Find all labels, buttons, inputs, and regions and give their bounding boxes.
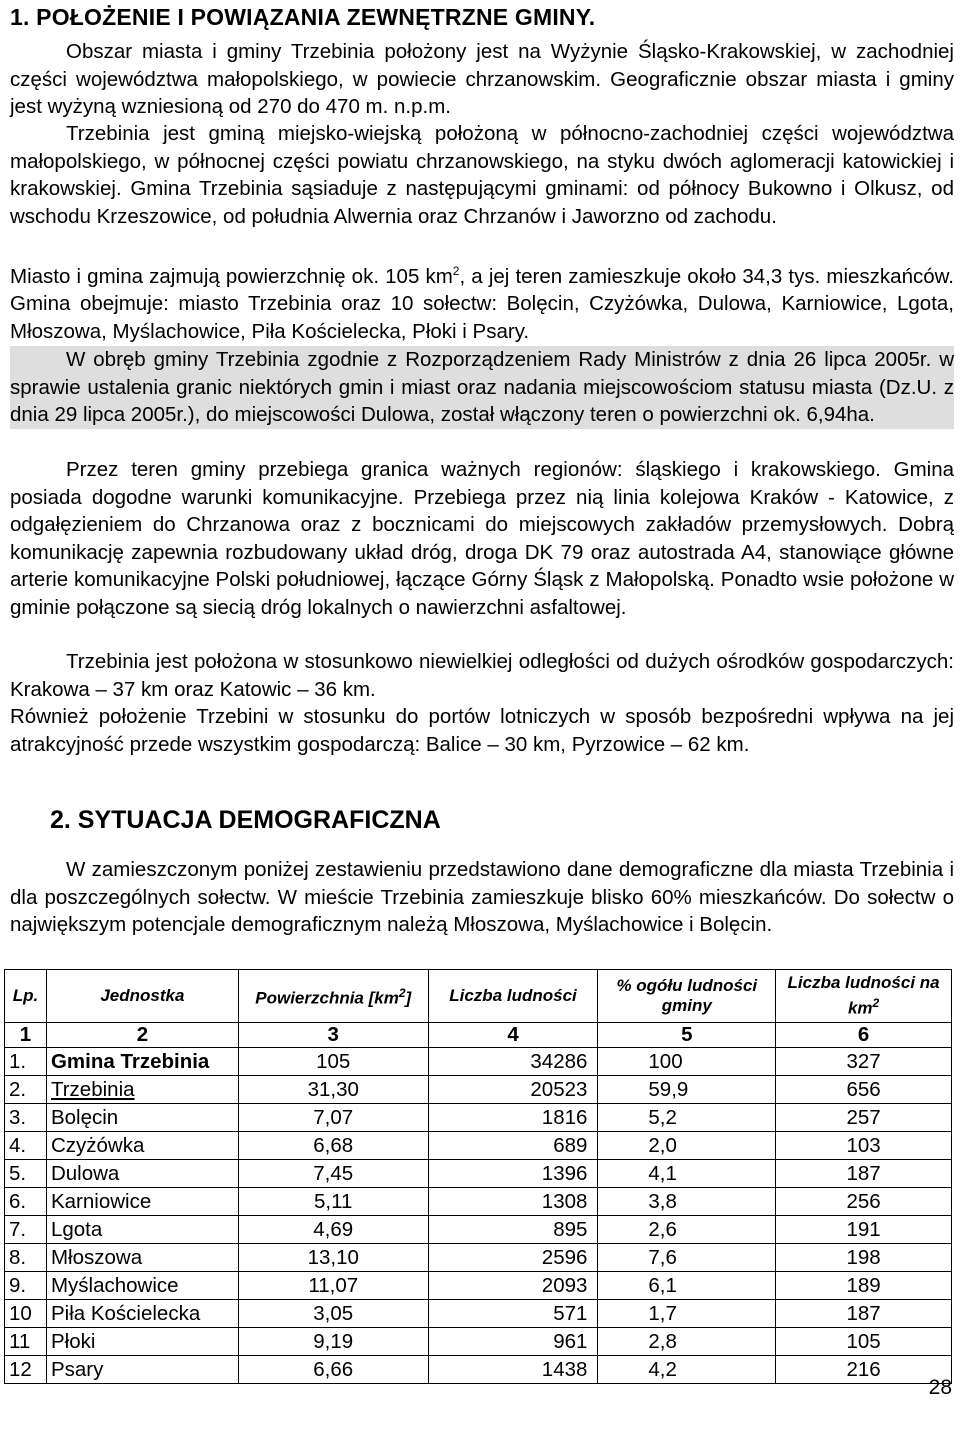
table-row (5, 1216, 952, 1244)
cell-lp: 5. (5, 1160, 47, 1188)
page-number: 28 (928, 1376, 952, 1399)
cell-dens: 198 (776, 1244, 952, 1272)
cell-name: Czyżówka (46, 1132, 238, 1160)
cell-pop: 961 (428, 1328, 598, 1356)
cell-name: Trzebinia (46, 1076, 238, 1104)
table-row (5, 1132, 952, 1160)
paragraph-airports: Również położenie Trzebini w stosunku do portów lotniczych w sposób bezpośredni wpływa na jej atrakcyjność przede wszystkim gospodarczą: Balice – 30 km, Pyrzowice – 62 km. (10, 705, 954, 756)
col-num: 6 (776, 1023, 952, 1048)
cell-area: 6,66 (238, 1356, 428, 1384)
demography-table (4, 969, 952, 1384)
cell-name: Gmina Trzebinia (46, 1048, 238, 1076)
villages-text: Gmina obejmuje: miasto Trzebinia oraz 10 sołectw: Bolęcin, Czyżówka, Dulowa, Karniowice, Lgota, Młoszowa, Myślachowice, Piła Kościelecka, Płoki i Psary. (10, 292, 954, 343)
paragraph-gmina-type (10, 120, 954, 230)
section-2-heading: 2. SYTUACJA DEMOGRAFICZNA (50, 806, 441, 834)
section-1-heading: 1. POŁOŻENIE I POWIĄZANIA ZEWNĘTRZNE GMINY. (10, 4, 596, 30)
col-num: 3 (238, 1023, 428, 1048)
cell-dens: 216 (776, 1356, 952, 1384)
cell-pop: 20523 (428, 1076, 598, 1104)
cell-pct: 59,9 (598, 1076, 776, 1104)
cell-area: 31,30 (238, 1076, 428, 1104)
paragraph-distance: Trzebinia jest położona w stosunkowo niewielkiej odległości od dużych ośrodków gospodarczych: Krakowa – 37 km oraz Katowic – 36 km. (10, 650, 954, 701)
cell-pct: 5,2 (598, 1104, 776, 1132)
table-row (5, 1188, 952, 1216)
cell-name: Dulowa (46, 1160, 238, 1188)
cell-lp: 6. (5, 1188, 47, 1216)
cell-pop: 571 (428, 1300, 598, 1328)
header-area: Powierzchnia $[km^2]$ (238, 970, 428, 1023)
paragraph-transport: Przez teren gminy przebiega granica ważnych regionów: śląskiego i krakowskiego. Gmina posiada dogodne warunki komunikacyjne. Przebiega przez nią linia kolejowa Kraków - Katowice, z odgałęzieniem do Chrzanowa oraz z bocznicami do miejscowych zakładów przemysłowych. Dobrą komunikację zapewnia rozbudowany układ dróg, droga DK 79 oraz autostrada A4, stanowiące główne arterie komunikacyjne Polski południowej, łączące Górny Śląsk z Małopolską. Ponadto wsie położone w gminie połączone są siecią dróg lokalnych o nawierzchni asfaltowej. (10, 458, 954, 619)
cell-area: 4,69 (238, 1216, 428, 1244)
cell-lp: 2. (5, 1076, 47, 1104)
cell-pct: 6,1 (598, 1272, 776, 1300)
cell-pop: 34286 (428, 1048, 598, 1076)
cell-pct: 4,2 (598, 1356, 776, 1384)
cell-pct: 4,1 (598, 1160, 776, 1188)
cell-dens: 327 (776, 1048, 952, 1076)
cell-pct: 3,8 (598, 1188, 776, 1216)
cell-area: 5,11 (238, 1188, 428, 1216)
cell-area: 105 (238, 1048, 428, 1076)
header-percent: % ogółu ludności gminy (598, 970, 776, 1023)
cell-area: 3,05 (238, 1300, 428, 1328)
cell-lp: 9. (5, 1272, 47, 1300)
cell-pct: 2,8 (598, 1328, 776, 1356)
table-header-row (5, 970, 952, 1023)
cell-lp: 11 (5, 1328, 47, 1356)
table-row (5, 1356, 952, 1384)
cell-pop: 1438 (428, 1356, 598, 1384)
cell-pct: 1,7 (598, 1300, 776, 1328)
cell-pop: 895 (428, 1216, 598, 1244)
header-density: Liczba ludności na $km^2$ (776, 970, 952, 1023)
cell-name: Karniowice (46, 1188, 238, 1216)
cell-area: 7,07 (238, 1104, 428, 1132)
cell-area: 11,07 (238, 1272, 428, 1300)
table-row (5, 1244, 952, 1272)
cell-pct: 100 (598, 1048, 776, 1076)
cell-dens: 189 (776, 1272, 952, 1300)
cell-lp: 8. (5, 1244, 47, 1272)
cell-name: Bolęcin (46, 1104, 238, 1132)
cell-area: 9,19 (238, 1328, 428, 1356)
area-text: Miasto i gmina zajmują powierzchnię ok. 105 km (10, 264, 453, 288)
cell-lp: 3. (5, 1104, 47, 1132)
paragraph-area (10, 258, 954, 345)
cell-lp: 7. (5, 1216, 47, 1244)
cell-name: Myślachowice (46, 1272, 238, 1300)
cell-name: Psary (46, 1356, 238, 1384)
cell-dens: 105 (776, 1328, 952, 1356)
table-row (5, 1048, 952, 1076)
cell-pop: 689 (428, 1132, 598, 1160)
area-sup: 2 (452, 264, 460, 278)
cell-dens: 256 (776, 1188, 952, 1216)
header-jednostka: Jednostka (46, 970, 238, 1023)
cell-dens: 103 (776, 1132, 952, 1160)
table-row (5, 1328, 952, 1356)
col-num: 2 (46, 1023, 238, 1048)
cell-dens: 656 (776, 1076, 952, 1104)
paragraph-demography: W zamieszczonym poniżej zestawieniu przedstawiono dane demograficzne dla miasta Trzebinia i dla poszczególnych sołectw. W mieście Trzebinia zamieszkuje blisko 60% mieszkańców. Do sołectw o największym potencjale demograficznym należą Młoszowa, Myślachowice i Bolęcin. (10, 858, 954, 936)
cell-lp: 12 (5, 1356, 47, 1384)
table-row (5, 1300, 952, 1328)
col-num: 5 (598, 1023, 776, 1048)
table-row (5, 1076, 952, 1104)
table-row (5, 1104, 952, 1132)
cell-dens: 187 (776, 1160, 952, 1188)
cell-name: Płoki (46, 1328, 238, 1356)
cell-pop: 2596 (428, 1244, 598, 1272)
cell-lp: 1. (5, 1048, 47, 1076)
cell-pop: 1396 (428, 1160, 598, 1188)
cell-dens: 257 (776, 1104, 952, 1132)
cell-pop: 1816 (428, 1104, 598, 1132)
cell-dens: 187 (776, 1300, 952, 1328)
col-num: 1 (5, 1023, 47, 1048)
paragraph-location: Obszar miasta i gminy Trzebinia położony jest na Wyżynie Śląsko-Krakowskiej, w zachodniej części województwa małopolskiego, w powiecie chrzanowskim. Geograficznie obszar miasta i gminy jest wyżyną wzniesioną od 270 do 470 m. n.p.m. (10, 40, 954, 118)
cell-area: 6,68 (238, 1132, 428, 1160)
cell-pop: 1308 (428, 1188, 598, 1216)
population-text: , a jej teren zamieszkuje około 34,3 tys. mieszkańców. (459, 264, 954, 288)
cell-name: Lgota (46, 1216, 238, 1244)
cell-pop: 2093 (428, 1272, 598, 1300)
cell-pct: 2,6 (598, 1216, 776, 1244)
cell-lp: 10 (5, 1300, 47, 1328)
cell-name: Młoszowa (46, 1244, 238, 1272)
cell-pct: 2,0 (598, 1132, 776, 1160)
column-number-row (5, 1023, 952, 1048)
header-population: Liczba ludności (428, 970, 598, 1023)
cell-area: 7,45 (238, 1160, 428, 1188)
cell-lp: 4. (5, 1132, 47, 1160)
gmina-type-text: Trzebinia jest gminą miejsko-wiejską położoną w północno-zachodniej części województwa małopolskiego, w północnej części powiatu chrzanowskiego, na styku dwóch aglomeracji katowickiej i krakowskiej. (10, 122, 954, 200)
cell-pct: 7,6 (598, 1244, 776, 1272)
header-lp: Lp. (5, 970, 47, 1023)
cell-name: Piła Kościelecka (46, 1300, 238, 1328)
table-row (5, 1272, 952, 1300)
cell-area: 13,10 (238, 1244, 428, 1272)
table-row (5, 1160, 952, 1188)
col-num: 4 (428, 1023, 598, 1048)
paragraph-boundary-highlighted: W obręb gminy Trzebinia zgodnie z Rozporządzeniem Rady Ministrów z dnia 26 lipca 2005r. w sprawie ustalenia granic niektórych gmin i miast oraz nadania miejscowościom statusu miasta (Dz.U. z dnia 29 lipca 2005r.), do miejscowości Dulowa, został włączony teren o powierzchni ok. 6,94ha. (10, 346, 954, 429)
cell-dens: 191 (776, 1216, 952, 1244)
neighbours-text: Gmina Trzebinia sąsiaduje z następującymi gminami: od północy Bukowno i Olkusz, od wschodu Krzeszowice, od południa Alwernia oraz Chrzanów i Jaworzno od zachodu. (10, 177, 954, 228)
